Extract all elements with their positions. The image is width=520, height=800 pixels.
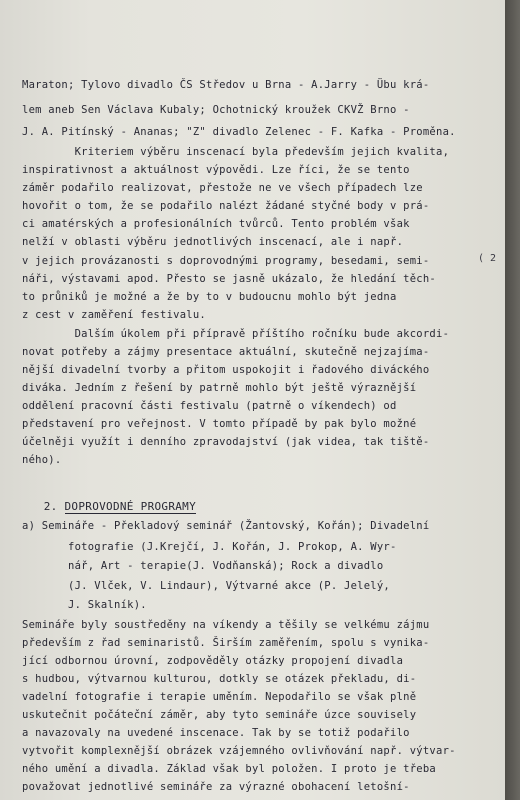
text-line: účelněji využít i denního zpravodajství (jak videa, tak tiště- bbox=[22, 436, 430, 448]
text-line: vytvořit komplexnější obrázek vzájemného ovlivňování např. výtvar- bbox=[22, 745, 456, 757]
text-line: fotografie (J.Krejčí, J. Kořán, J. Prokop, A. Wyr- bbox=[22, 541, 397, 553]
text-line: novat potřeby a zájmy presentace aktuální, skutečně nejzajíma- bbox=[22, 346, 430, 358]
text-line: z cest v zaměření festivalu. bbox=[22, 309, 207, 321]
text-line: vadelní fotografie i terapie uměním. Nepodařilo se však plně bbox=[22, 691, 417, 703]
text-line: a navazovaly na uvedené inscenace. Tak by se totiž podařilo bbox=[22, 727, 410, 739]
text-line: Maraton; Tylovo divadlo ČS Středov u Brna - A.Jarry - Übu krá- bbox=[22, 79, 430, 91]
text-line: inspirativnost a aktuálnost výpovědi. Lze říci, že se tento bbox=[22, 164, 410, 176]
text-line: jící odbornou úrovní, zodpověděly otázky propojení divadla bbox=[22, 655, 404, 667]
text-line: považovat jednotlivé semináře za výrazné obohacení letošní- bbox=[22, 781, 410, 793]
text-line: (J. Vlček, V. Lindaur), Výtvarné akce (P. Jelelý, bbox=[22, 580, 391, 592]
text-line: hovořit o tom, že se podařilo nalézt žádané styčné body v prá- bbox=[22, 200, 430, 212]
text-line: J. Skalník). bbox=[22, 599, 147, 611]
text-line: představení pro veřejnost. V tomto případě by pak bylo možné bbox=[22, 418, 417, 430]
text-line: s hudbou, výtvarnou kulturou, dotkly se otázek překladu, di- bbox=[22, 673, 417, 685]
text-line: ného). bbox=[22, 454, 62, 466]
text-line: J. A. Pitínský - Ananas; "Z" divadlo Zelenec - F. Kafka - Proměna. bbox=[22, 126, 456, 138]
page-edge-shadow bbox=[505, 0, 520, 800]
text-line: ného umění a divadla. Základ však byl položen. I proto je třeba bbox=[22, 763, 437, 775]
text-line: záměr podařilo realizovat, přestože ne ve všech případech lze bbox=[22, 182, 423, 194]
text-line: ci amatérských a profesionálních tvůrců. Tento problém však bbox=[22, 218, 410, 230]
text-line: a) Semináře - Překladový seminář (Žantovský, Kořán); Divadelní bbox=[22, 520, 430, 532]
text-line: oddělení pracovní části festivalu (patrně o víkendech) od bbox=[22, 400, 397, 412]
text-line: nelží v oblasti výběru jednotlivých inscenací, ale i např. bbox=[22, 236, 404, 248]
text-line: především z řad seminaristů. Širším zaměřením, spolu s vynika- bbox=[22, 637, 430, 649]
text-line: Semináře byly soustředěny na víkendy a těšily se velkému zájmu bbox=[22, 619, 430, 631]
text-line: uskutečnit počáteční záměr, aby tyto semináře úzce souvisely bbox=[22, 709, 417, 721]
text-line: nář, Art - terapie(J. Vodňanská); Rock a divadlo bbox=[22, 560, 384, 572]
text-line: Dalším úkolem při přípravě příštího ročníku bude akcordi- bbox=[22, 328, 450, 340]
text-line: to průniků je možné a že by to v budoucnu mohlo být jedna bbox=[22, 291, 397, 303]
section-title: DOPROVODNÉ PROGRAMY bbox=[64, 500, 197, 513]
text-line: Kriteriem výběru inscenací byla především jejich kvalita, bbox=[22, 146, 450, 158]
text-line: lem aneb Sen Václava Kubaly; Ochotnický kroužek CKVŽ Brno - bbox=[22, 104, 410, 116]
text-line: nější divadelní tvorby a přitom uspokojit i řadového diváckého bbox=[22, 364, 430, 376]
text-line: náři, výstavami apod. Přesto se jasně ukázalo, že hledání těch- bbox=[22, 273, 437, 285]
section-number: 2. bbox=[43, 500, 58, 513]
text-line: v jejich provázanosti s doprovodnými programy, besedami, semi- bbox=[22, 255, 430, 267]
text-line: diváka. Jedním z řešení by patrně mohlo být ještě výraznější bbox=[22, 382, 417, 394]
margin-mark: ( 2 bbox=[478, 253, 497, 264]
